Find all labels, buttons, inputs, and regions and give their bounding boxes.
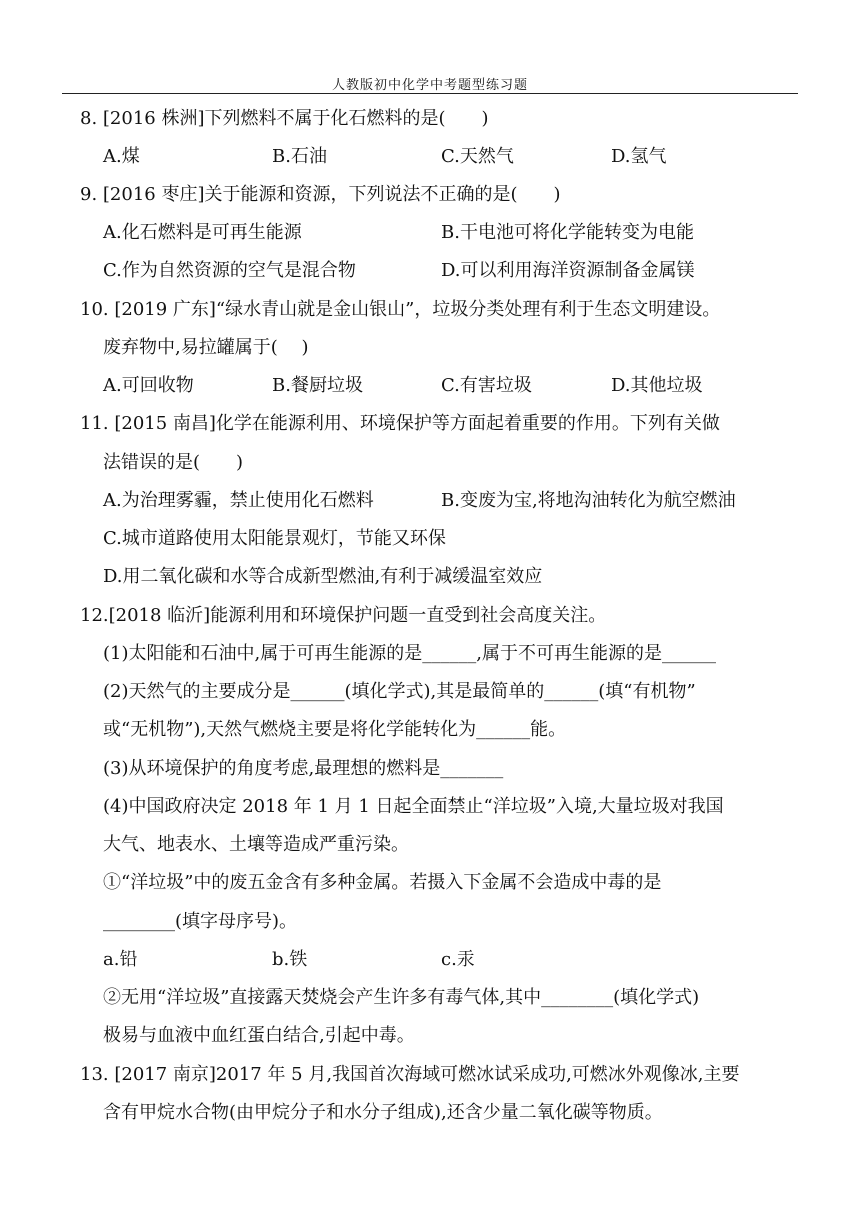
q10-option-a: A.可回收物 — [103, 375, 194, 396]
q9-option-d: D.可以利用海洋资源制备金属镁 — [441, 260, 695, 281]
q8-option-a: A.煤 — [103, 146, 140, 167]
q12-option-c: c.汞 — [441, 949, 475, 970]
question-10: 10. [2019 广东]“绿水青山就是金山银山”，垃圾分类处理有利于生态文明建设。 — [80, 299, 721, 320]
q12-part-2-cont: 或“无机物”),天然气燃烧主要是将化学能转化为______能。 — [103, 719, 567, 740]
q12-option-b: b.铁 — [272, 949, 308, 970]
header-rule — [62, 93, 798, 94]
q12-part-3: (3)从环境保护的角度考虑,最理想的燃料是_______ — [103, 758, 504, 779]
q12-part-4-sub2-cont: 极易与血液中血红蛋白结合,引起中毒。 — [103, 1025, 415, 1046]
q9-option-c: C.作为自然资源的空气是混合物 — [103, 260, 356, 281]
question-10-cont: 废弃物中,易拉罐属于( ) — [103, 337, 309, 358]
question-12: 12.[2018 临沂]能源利用和环境保护问题一直受到社会高度关注。 — [80, 605, 607, 626]
page-header: 人教版初中化学中考题型练习题 — [331, 78, 528, 93]
q10-option-d: D.其他垃圾 — [611, 375, 703, 396]
question-8: 8. [2016 株洲]下列燃料不属于化石燃料的是( ) — [80, 108, 489, 129]
q12-part-4-sub2: ②无用“洋垃圾”直接露天焚烧会产生许多有毒气体,其中________(填化学式) — [103, 987, 700, 1008]
q10-option-c: C.有害垃圾 — [441, 375, 532, 396]
q12-part-4-cont: 大气、地表水、土壤等造成严重污染。 — [103, 834, 409, 855]
q11-option-a: A.为治理雾霾，禁止使用化石燃料 — [103, 490, 374, 511]
q12-part-1: (1)太阳能和石油中,属于可再生能源的是______,属于不可再生能源的是______ — [103, 643, 716, 664]
question-11: 11. [2015 南昌]化学在能源利用、环境保护等方面起着重要的作用。下列有关做 — [80, 413, 720, 434]
q12-option-a: a.铅 — [103, 949, 138, 970]
q12-part-4-sub1-cont: ________(填字母序号)。 — [103, 911, 298, 932]
q8-option-d: D.氢气 — [611, 146, 667, 167]
question-9: 9. [2016 枣庄]关于能源和资源，下列说法不正确的是( ) — [80, 184, 561, 205]
q8-option-b: B.石油 — [272, 146, 327, 167]
question-11-cont: 法错误的是( ) — [103, 452, 244, 473]
q12-part-4: (4)中国政府决定 2018 年 1 月 1 日起全面禁止“洋垃圾”入境,大量垃圾对我国 — [103, 796, 724, 817]
q9-option-a: A.化石燃料是可再生能源 — [103, 222, 302, 243]
q12-part-2: (2)天然气的主要成分是______(填化学式),其是最简单的______(填“有机物” — [103, 681, 696, 702]
question-13-cont: 含有甲烷水合物(由甲烷分子和水分子组成),还含少量二氧化碳等物质。 — [103, 1102, 663, 1123]
q12-part-4-sub1: ①“洋垃圾”中的废五金含有多种金属。若摄入下金属不会造成中毒的是 — [103, 872, 662, 893]
q8-option-c: C.天然气 — [441, 146, 514, 167]
q11-option-c: C.城市道路使用太阳能景观灯，节能又环保 — [103, 528, 446, 549]
q11-option-d: D.用二氧化碳和水等合成新型燃油,有利于减缓温室效应 — [103, 566, 543, 587]
q11-option-b: B.变废为宝,将地沟油转化为航空燃油 — [441, 490, 736, 511]
question-13: 13. [2017 南京]2017 年 5 月,我国首次海域可燃冰试采成功,可燃冰外观像冰,主要 — [80, 1064, 740, 1085]
q9-option-b: B.干电池可将化学能转变为电能 — [441, 222, 694, 243]
q10-option-b: B.餐厨垃圾 — [272, 375, 363, 396]
